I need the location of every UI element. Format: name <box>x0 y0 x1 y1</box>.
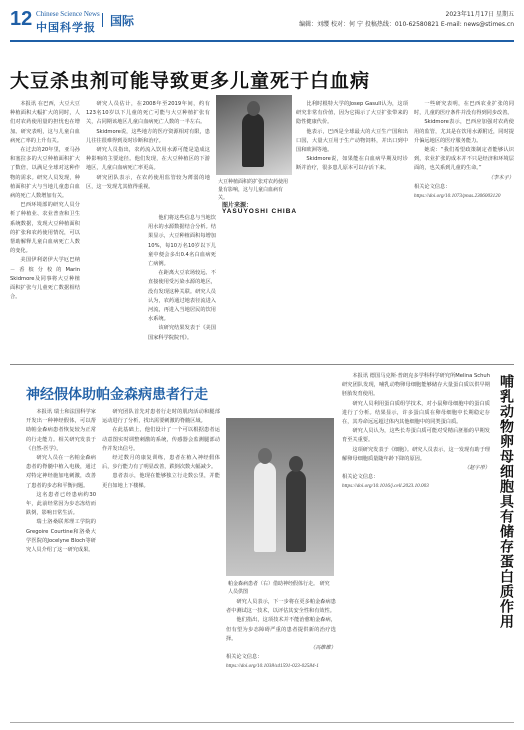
article1-column-5 <box>414 100 514 362</box>
paragraph: 一些研究表明，在巴西农业扩张的同时，儿童的医疗条件并没有得到同步改善。 <box>414 101 514 117</box>
paragraph: 在过去的20年里，亚马孙和塞拉多的大豆种植面积扩大了数倍，以满足全球对这种作物的需求。研究人员发现，种植面积扩大与当地儿童患白血病的死亡人数增加有关。 <box>10 147 80 200</box>
paragraph: 该研究结果发表于《美国国家科学院院刊》。 <box>148 325 216 341</box>
paragraph: 研究人员认为，这些长寿蛋白质可能对受精后胚胎的早期发育至关重要。 <box>342 428 490 444</box>
paragraph: 研究人员表示，下一步将在更多帕金森病患者中测试这一技术，以评估其安全性和有效性。 <box>226 599 336 615</box>
article2-photo-caption: 帕金森病患者（右）借助神经假体行走。 研究人员供图 <box>228 581 330 595</box>
paragraph: 研究人员估计，在2008年至2019年间，约有123名10岁以下儿童的死亡可能与大豆种植扩张有关，占同期该地区儿童白血病死亡人数的一半左右。 <box>86 101 210 126</box>
article1-column-3b <box>222 220 292 362</box>
article1-doi-link[interactable]: https://doi.org/10.1073/pnas.2306003120 <box>414 193 501 200</box>
person-figure <box>286 470 306 552</box>
paragraph: 患者表示，他现在能够独立行走数公里，并能更自如地上下楼梯。 <box>102 473 220 489</box>
article3-byline: （赵宇彤） <box>464 465 490 472</box>
paragraph: 瑞士洛桑联邦理工学院的Gregoire Courtine和洛桑大学医院的Jocelyne Bloch等研究人员介绍了这一研究成果。 <box>26 519 96 554</box>
person-head <box>258 448 272 464</box>
paragraph: Skidmore说，如果能在白血病早期及时诊断并治疗，很多患儿原本可以存活下来。 <box>296 156 408 172</box>
article2-column-3 <box>226 598 336 720</box>
article3-column-1 <box>342 372 490 720</box>
paragraph: 本报讯 德国马克斯·普朗克多学科科学研究所Melina Schuh研究团队发现，哺乳动物卵母细胞能够储存大量蛋白质以供早期胚胎发育使用。 <box>342 373 490 398</box>
article2-byline: （冯维维） <box>310 645 336 652</box>
person-head <box>289 456 303 472</box>
paragraph: Skidmore说，这些地方的医疗资源相对有限，患儿往往很难得到及时诊断和治疗。 <box>86 128 210 144</box>
paragraph: 他们将这些信息与当地饮用水的水源数据结合分析。结果显示，大豆种植面积每增加10%，每10万名10岁以下儿童中便会多出0.4名白血病死亡病例。 <box>148 215 216 268</box>
article2-column-2 <box>102 408 220 720</box>
person-head <box>247 101 260 116</box>
person-figure <box>254 462 276 552</box>
paragraph: 研究人员利用蛋白质组学技术，对小鼠卵母细胞中的蛋白质进行了分析。结果显示，许多蛋白质在卵母细胞中长期稳定存在，其寿命远远超过体内其他细胞中的同类蛋白质。 <box>342 400 490 426</box>
article3-headline: 哺乳动物卵母细胞具有储存蛋白质作用 <box>498 374 514 629</box>
paragraph: 在距离大豆农场较远、不直接使用受污染水源的地区，没有发现这种关联。研究人员认为，农药通过地表径流进入河流，再进入当地居民的饮用水系统。 <box>148 270 216 323</box>
article1-photo-caption: 大豆种植面积的扩张对农药使用量有影响，这与儿童白血病有关。 <box>218 179 289 201</box>
section-label: 国际 <box>110 14 135 28</box>
paragraph: 研究人员在一名帕金森病患者的脊髓中植入电极，通过对特定神经施加电刺激，改善了患者的步态和平衡问题。 <box>26 455 96 489</box>
paragraph: 巴西环境部的研究人员分析了种植业、农业普查和卫生系统数据，发现大豆种植面积的扩张和农药使用情况，可以帮助解释儿童白血病死亡人数的变化。 <box>10 202 80 255</box>
paragraph: 研究团队表示，在农药使用监管较为薄弱的地区，这一发现尤其值得重视。 <box>86 174 210 190</box>
brand-logo: 中国科学报 <box>36 21 96 34</box>
article-divider <box>10 364 514 365</box>
paragraph: 本报讯 瑞士和法国科学家开发出一种神经假体，可以帮助帕金森病患者恢复较为正常的行走能力。相关研究发表于《自然-医学》。 <box>26 409 96 452</box>
paragraph: 研究团队首先对患者行走时的肌肉活动和腿部运动进行了分析，找出需要刺激的脊髓区域。 <box>102 409 220 425</box>
article1-column-4 <box>296 100 408 362</box>
masthead-rule <box>10 40 514 42</box>
article2-photo <box>226 418 334 576</box>
article1-column-1 <box>10 100 80 362</box>
paragraph: 这名患者已经患病约30年，此前经常因为步态冻结而跌倒，影响日常生活。 <box>26 491 96 517</box>
paragraph: 这项研究发表于《细胞》。研究人员表示，这一发现有助于理解卵母细胞质量随年龄下降的原因。 <box>342 446 490 462</box>
article3-doi-link[interactable]: https://doi.org/10.1016/j.cell.2023.10.003 <box>342 483 429 490</box>
article2-column-1 <box>26 408 96 720</box>
person-figure <box>242 113 264 167</box>
paragraph: 研究人员指出，农药流入饮用水源可能是造成这种影响的主要途径。他们发现，在大豆种植区的下游地区，儿童白血病死亡率更高。 <box>86 147 210 172</box>
issue-date: 2023年11月17日 星期五 <box>445 11 514 18</box>
article3-source-note: 相关论文信息： <box>342 474 379 481</box>
editor-contact: 编辑：刘缨 校对：何 宁 投稿热线：010-62580821 E-mail: news@stimes.cn <box>299 21 514 28</box>
article1-column-3 <box>148 214 216 362</box>
paragraph: Skidmore表示，巴西应加强对农药使用的监管，尤其是在饮用水源附近，同时提升偏远地区的医疗服务能力。 <box>414 119 514 144</box>
brand-english: Chinese Science News <box>36 10 100 18</box>
article1-source-note: 相关论文信息： <box>414 183 451 190</box>
article2-doi-link[interactable]: https://doi.org/10.1038/s41591-023-02584-1 <box>226 663 319 670</box>
article2-headline: 神经假体助帕金森病患者行走 <box>26 387 208 403</box>
article2-source-note: 相关论文信息： <box>226 654 263 661</box>
paragraph: 她说：“我们希望政策制定者能够认识到，农业扩张的成本并不只是经济和环境层面的，也关系到儿童的生命。” <box>414 147 514 172</box>
page-number: 12 <box>10 8 33 30</box>
paragraph: 经过数月的康复训练，患者在植入神经假体后，步行能力有了明显改善，跌倒次数大幅减少。 <box>102 455 220 471</box>
paragraph: 比利时根特大学的Josep Gasull认为，这项研究非常有价值，因为它揭示了大豆扩张带来的隐性健康代价。 <box>296 101 408 126</box>
article1-photo-credit-label: 图片来源： <box>222 202 253 209</box>
article1-photo-credit: YASUYOSHI CHIBA <box>222 208 298 215</box>
paragraph: 他表示，巴西是全球最大的大豆生产国和出口国，大量大豆用于生产动物饲料，并出口到中国和欧洲等地。 <box>296 128 408 154</box>
article1-photo <box>216 95 292 175</box>
masthead <box>10 8 514 38</box>
article1-headline: 大豆杀虫剂可能导致更多儿童死于白血病 <box>10 70 371 92</box>
paragraph: 在此基础上，他们设计了一个可以根据患者运动意图实时调整刺激的系统，传感器会监测腿部动作并发出信号。 <box>102 427 220 452</box>
paragraph: 本报讯 在巴西，大豆大豆种植面积大幅扩大的同时，人们对农药使用量的担忧也在增加。研究表明，这与儿童白血病死亡率的上升有关。 <box>10 101 80 144</box>
paragraph: 美国伊利诺伊大学厄巴纳－香槟分校的Marin Skidmore及同事将大豆种植面积扩张与儿童死亡数据相结合。 <box>10 257 80 301</box>
page-bottom-rule <box>10 722 514 723</box>
article1-byline: （李木子） <box>488 174 514 181</box>
issue-info <box>299 10 514 30</box>
paragraph: 他们指出，这项技术并不能治愈帕金森病，但有望为步态障碍严重的患者提供新的治疗选择。 <box>226 617 336 642</box>
